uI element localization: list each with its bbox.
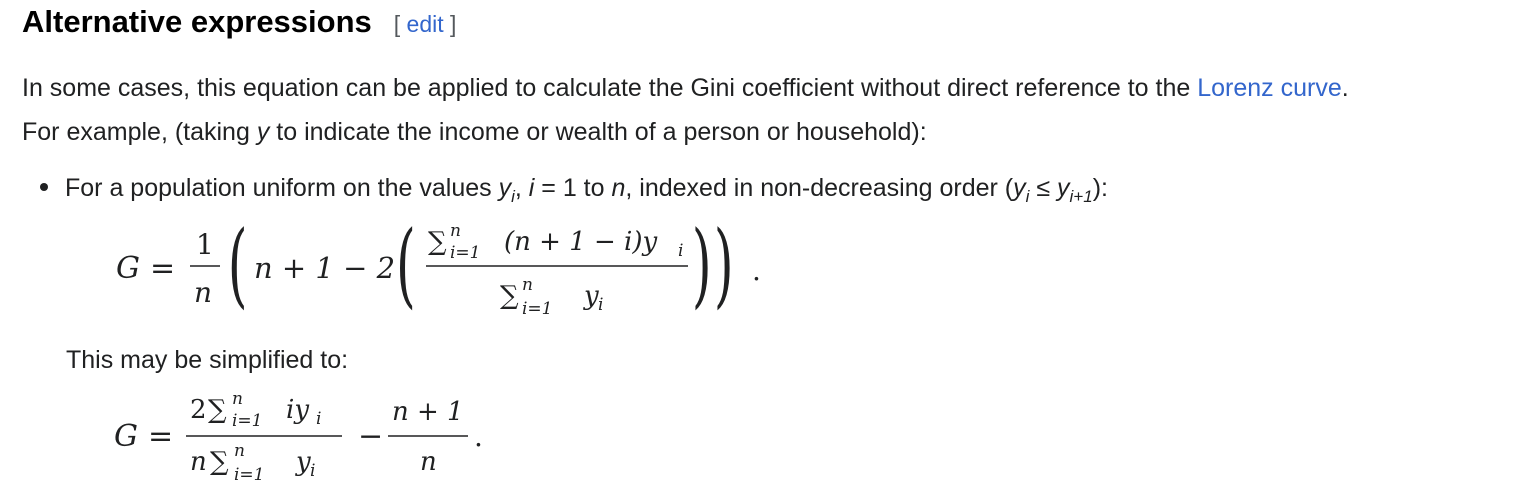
lorenz-curve-link[interactable]: Lorenz curve	[1197, 74, 1342, 102]
gini-formula-2	[110, 390, 510, 494]
numerator-term: iy	[286, 395, 310, 425]
outer-right-paren: )	[713, 210, 734, 319]
frac-denominator: n	[194, 276, 213, 309]
den-upper-limit: n	[234, 441, 245, 461]
gini-formula-1	[110, 210, 790, 330]
den-lower-limit: i=1	[234, 465, 265, 485]
bullet-icon	[40, 183, 48, 191]
denominator-subscript: i	[598, 295, 604, 315]
edit-link[interactable]: edit	[406, 11, 444, 37]
frac2-numerator: n + 1	[392, 397, 464, 427]
sum-symbol: ∑	[208, 395, 227, 425]
sum-upper-limit: n	[232, 389, 243, 409]
intro-paragraph: In some cases, this equation can be applied to calculate the Gini coefficient without direct reference to the Lorenz curve. For example, (taking y to indicate the income or wealth of a person or household):	[22, 74, 1349, 146]
sum-lower-limit: i=1	[232, 411, 263, 431]
section-title: Alternative expressions	[22, 4, 372, 39]
sum-lower-limit: i=1	[450, 243, 481, 263]
sum-symbol: ∑	[428, 227, 447, 257]
den-upper-limit: n	[522, 275, 533, 295]
den-lower-limit: i=1	[522, 299, 553, 319]
frac-numerator: 1	[196, 228, 214, 261]
numerator-coeff: 2	[190, 395, 207, 425]
list-item: For a population uniform on the values $y_i$, i = 1 to n, indexed in non-decreasing order $(y_i \le y_{i+1})$:	[40, 168, 1108, 217]
formula-var-g: G	[114, 419, 138, 454]
formula-equals: =	[148, 419, 174, 454]
formula-equals: =	[150, 251, 176, 286]
formula-minus: −	[358, 419, 384, 454]
simplify-text: This may be simplified to:	[66, 346, 349, 374]
numerator-subscript: i	[316, 409, 322, 429]
denominator-term: y	[584, 281, 599, 311]
denominator-term: y	[296, 447, 311, 477]
formula-period: .	[752, 254, 761, 287]
numerator-term: (n + 1 − i)y	[504, 227, 658, 257]
section-heading	[22, 2, 456, 44]
sum-symbol-den: ∑	[500, 281, 519, 311]
formula-body: n + 1 − 2	[254, 251, 396, 285]
formula-period: .	[474, 420, 483, 453]
sum-upper-limit: n	[450, 221, 461, 241]
numerator-subscript: i	[678, 241, 684, 261]
inner-right-paren: )	[691, 210, 712, 319]
outer-left-paren: (	[227, 210, 248, 319]
edit-section: [ edit ]	[393, 11, 457, 37]
formula-var-g: G	[116, 251, 140, 286]
frac2-denominator: n	[420, 447, 437, 477]
sum-symbol-den: ∑	[210, 447, 229, 477]
inner-left-paren: (	[396, 210, 416, 319]
denominator-coeff: n	[190, 447, 207, 477]
denominator-subscript: i	[310, 461, 316, 481]
